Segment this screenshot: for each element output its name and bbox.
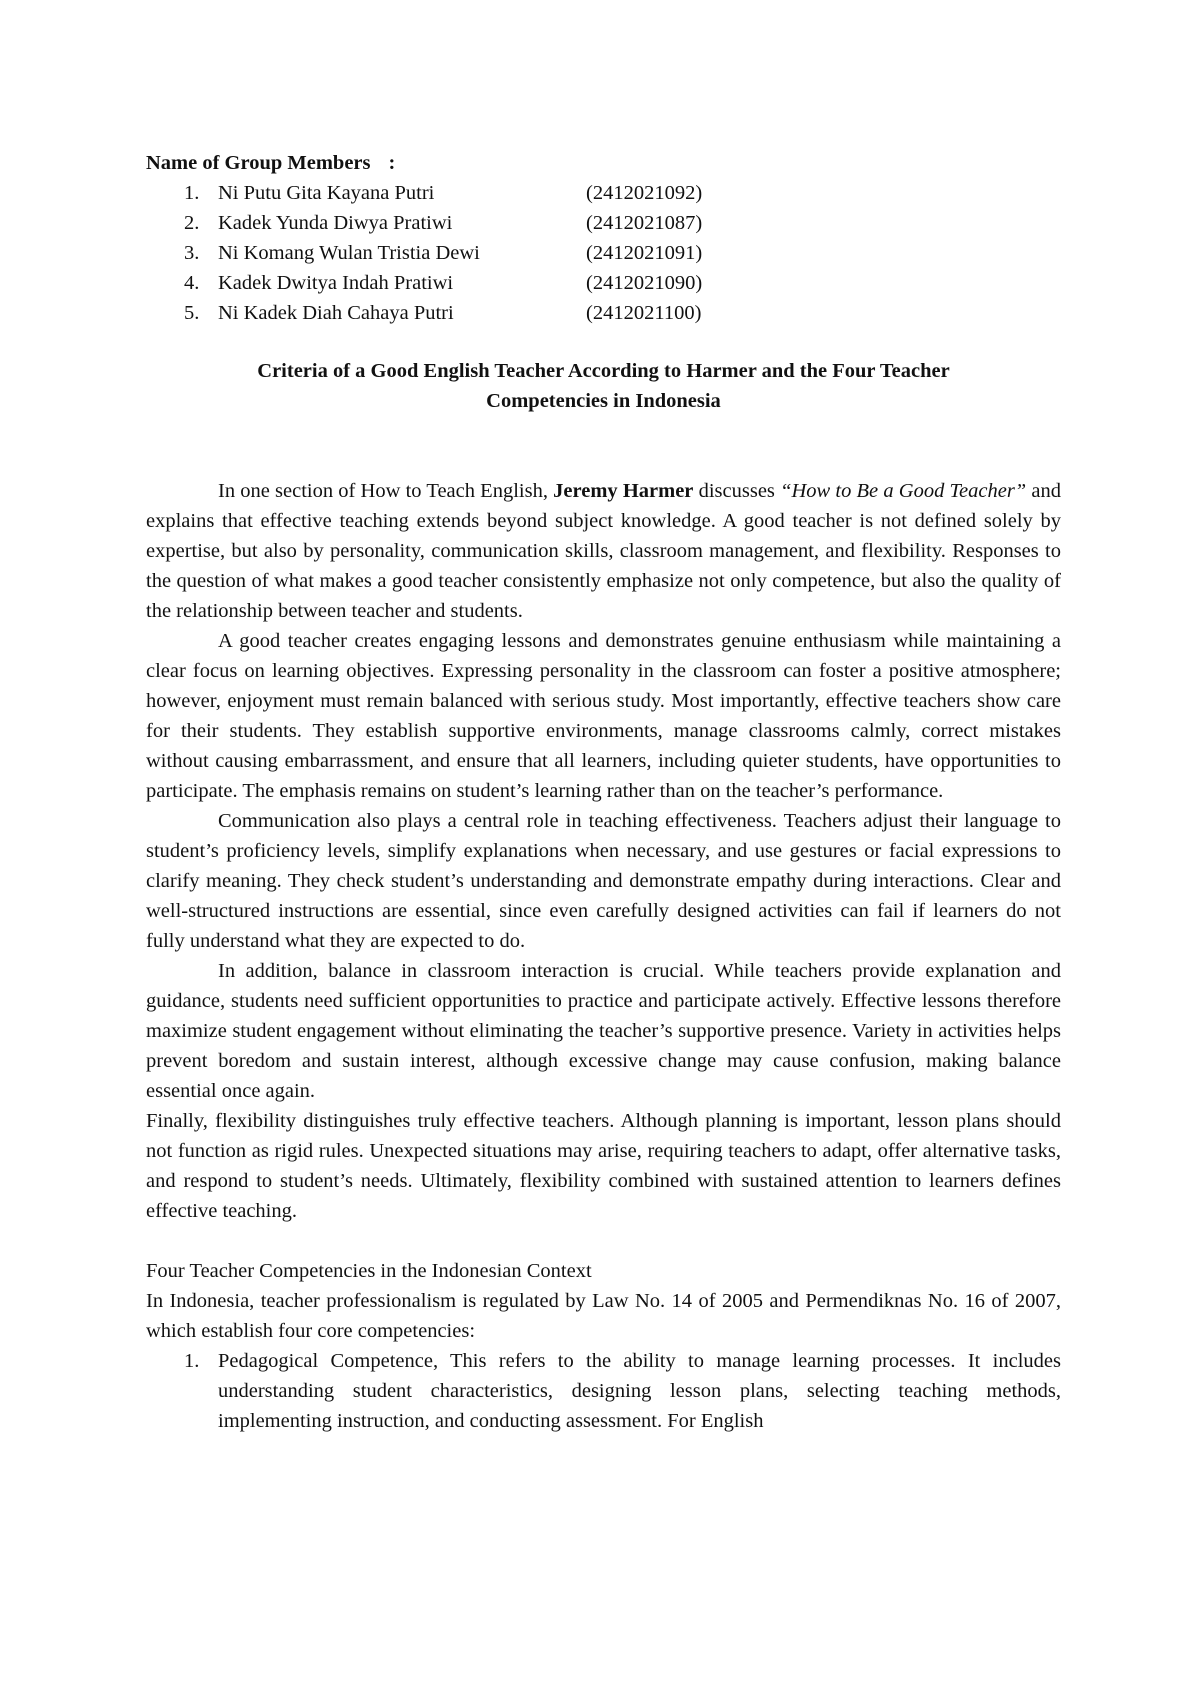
competencies-section (146, 1256, 1061, 1436)
competency-number: 1. (184, 1350, 200, 1372)
list-item (146, 268, 1061, 298)
member-id: (2412021100) (586, 302, 702, 324)
paragraph-5: Finally, flexibility distinguishes truly effective teachers. Although planning is important, lesson plans should not function as rigid rules. Unexpected situations may arise, requiring teachers to adapt, offer alternative tasks, and respond to student’s needs. Ultimately, flexibility combined with sustained attention to learners defines effective teaching. (146, 1110, 1061, 1222)
competencies-list (146, 1346, 1061, 1436)
competency-text: Pedagogical Competence, This refers to the ability to manage learning processes. It includes understanding student characteristics, designing lesson plans, selecting teaching methods, implementing instruction, and conducting assessment. For English (218, 1350, 1061, 1432)
member-id: (2412021091) (586, 242, 703, 264)
list-item (146, 208, 1061, 238)
member-id: (2412021087) (586, 212, 703, 234)
title-line-2: Competencies in Indonesia (486, 390, 721, 412)
paragraph-4: In addition, balance in classroom interaction is crucial. While teachers provide explanation and guidance, students need sufficient opportunities to practice and participate actively. Effective lessons therefore maximize student engagement without eliminating the teacher’s supportive presence. Variety in activities helps prevent boredom and sustain interest, although excessive change may cause confusion, making balance essential once again. (146, 960, 1061, 1102)
paragraph-2: A good teacher creates engaging lessons and demonstrates genuine enthusiasm while maintaining a clear focus on learning objectives. Expressing personality in the classroom can foster a positive atmosphere; however, enjoyment must remain balanced with serious study. Most importantly, effective teachers show care for their students. They establish supportive environments, manage classrooms calmly, correct mistakes without causing embarrassment, and ensure that all learners, including quieter students, have opportunities to participate. The emphasis remains on student’s learning rather than on the teacher’s performance. (146, 630, 1061, 802)
member-name: Ni Putu Gita Kayana Putri (218, 182, 435, 204)
list-item (146, 1346, 1061, 1436)
section-intro: In Indonesia, teacher professionalism is regulated by Law No. 14 of 2005 and Permendiknas No. 16 of 2007, which establish four core competencies: (146, 1290, 1061, 1342)
author-name: Jeremy Harmer (553, 480, 694, 502)
member-number: 2. (184, 212, 200, 234)
member-number: 5. (184, 302, 200, 324)
list-item (146, 298, 1061, 328)
member-id: (2412021092) (586, 182, 703, 204)
group-heading-text: Name of Group Members (146, 152, 371, 174)
member-name: Kadek Yunda Diwya Pratiwi (218, 212, 453, 234)
group-members-heading (146, 148, 1061, 178)
member-name: Kadek Dwitya Indah Pratiwi (218, 272, 454, 294)
paragraph-1-text-b: discusses (693, 480, 781, 502)
paragraph-1-text-c: and explains that effective teaching extends beyond subject knowledge. A good teacher is not defined solely by expertise, but also by personality, communication skills, classroom management, and flexibility. Responses to the question of what makes a good teacher consistently emphasize not only competence, but also the quality of the relationship between teacher and students. (146, 480, 1062, 622)
member-name: Ni Komang Wulan Tristia Dewi (218, 242, 480, 264)
paragraph-1-text-a: In one section of How to Teach English, (218, 480, 554, 502)
section-heading: Four Teacher Competencies in the Indonesian Context (146, 1260, 592, 1282)
paragraph-3: Communication also plays a central role in teaching effectiveness. Teachers adjust their language to student’s proficiency levels, simplify explanations when necessary, and use gestures or facial expressions to clarify meaning. They check student’s understanding and demonstrate empathy during interactions. Clear and well-structured instructions are essential, since even carefully designed activities can fail if learners do not fully understand what they are expected to do. (146, 810, 1061, 952)
member-number: 3. (184, 242, 200, 264)
member-number: 1. (184, 182, 200, 204)
group-members-list (146, 178, 1061, 328)
list-item (146, 178, 1061, 208)
document-title (146, 356, 1061, 416)
document-content (146, 148, 1061, 1436)
member-id: (2412021090) (586, 272, 703, 294)
title-line-1: Criteria of a Good English Teacher According to Harmer and the Four Teacher (257, 360, 950, 382)
member-name: Ni Kadek Diah Cahaya Putri (218, 302, 454, 324)
paragraph-1 (146, 476, 1061, 626)
essay-body (146, 476, 1061, 1226)
member-number: 4. (184, 272, 200, 294)
list-item (146, 238, 1061, 268)
group-heading-colon: : (388, 152, 396, 174)
chapter-quote: “How to Be a Good Teacher” (780, 480, 1027, 502)
